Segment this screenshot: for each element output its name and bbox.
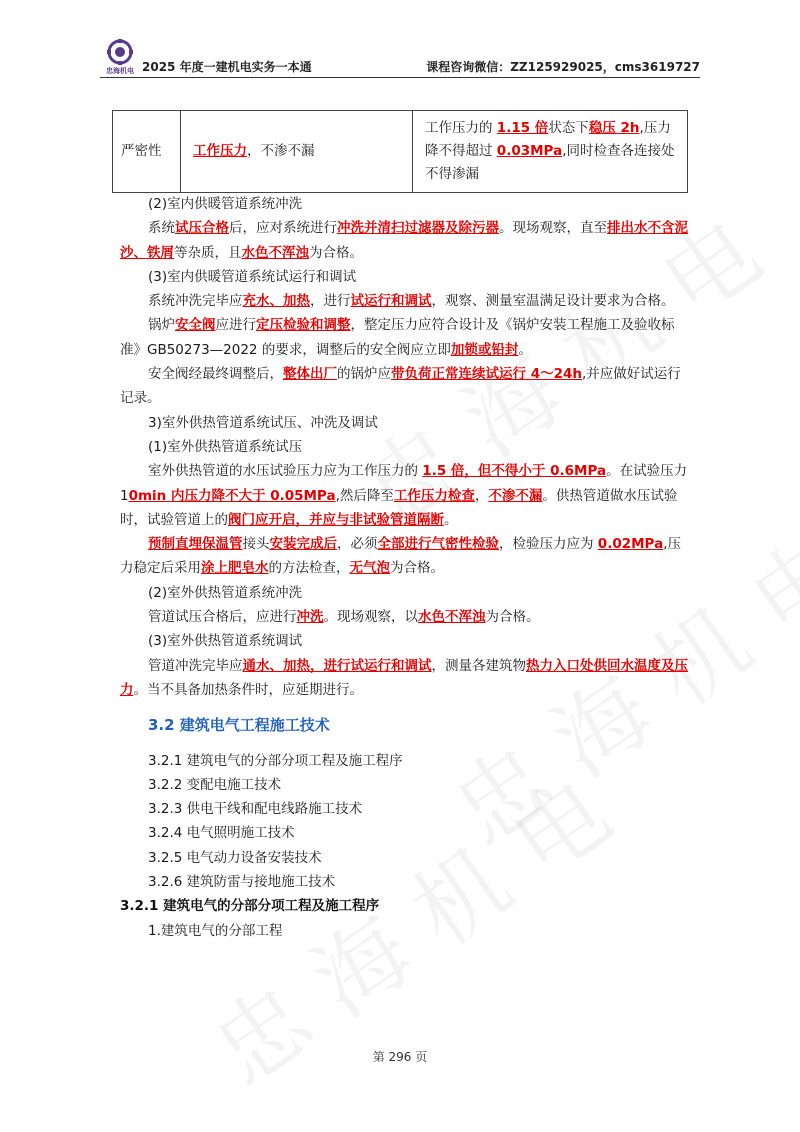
text: 室外供热管道的水压试验压力应为工作压力的	[148, 463, 423, 480]
text: ，检验压力应为	[499, 536, 598, 553]
text: 。现场观察，以	[323, 609, 418, 626]
text: 的锅炉应	[337, 366, 391, 383]
contact-info: 课程咨询微信：ZZ125929025，cms3619727	[426, 60, 700, 74]
text: 。现场观察，直至	[499, 220, 607, 237]
highlight: 0.02MPa	[597, 536, 664, 553]
text: 为合格。	[485, 609, 540, 626]
highlight: 带负荷正常连续试运行 4～24h	[391, 366, 582, 383]
text: ，整定压力应符合设计及《锅炉安装工程施工及验收标准》GB50273—2022 的要求，调整后的安全阀应立即	[120, 317, 675, 358]
highlight: 定压检验和调整	[256, 317, 351, 334]
paragraph-heading: (2)室外供热管道系统冲洗	[148, 584, 303, 601]
text: ，测量各建筑物	[431, 657, 526, 674]
highlight: 1.15 倍	[496, 120, 549, 136]
page-content	[120, 192, 690, 943]
highlight: 稳压 2h	[588, 120, 640, 136]
highlight: 排出水不含泥沙、铁屑	[120, 220, 688, 261]
paragraph	[120, 532, 690, 581]
toc-item: 3.2.5 电气动力设备安装技术	[148, 849, 322, 866]
text: 工作压力的	[425, 120, 497, 136]
text: 。在试验压力 1	[120, 463, 688, 504]
list-item: 1.建筑电气的分部工程	[148, 922, 283, 939]
text: ，	[474, 487, 489, 504]
logo-icon	[100, 38, 140, 76]
paragraph	[120, 289, 690, 313]
highlight: 热力入口处供回水温度及压力	[120, 657, 688, 698]
text: 。当不具备加热条件时，应延期进行。	[133, 681, 363, 698]
paragraph	[120, 216, 690, 265]
highlight: 通水、加热，进行试运行和调试	[242, 657, 432, 674]
toc-item: 3.2.4 电气照明施工技术	[148, 825, 295, 842]
highlight: 水色不浑浊	[418, 609, 486, 626]
highlight: 安全阀	[175, 317, 216, 334]
highlight: 涂上肥皂水	[201, 560, 269, 577]
paragraph-heading: 3)室外供热管道系统试压、冲洗及调试	[148, 414, 378, 431]
highlight: 充水、加热	[242, 293, 310, 310]
text: ，进行	[310, 293, 351, 310]
table-cell-method	[413, 111, 688, 193]
highlight: 试压合格	[175, 220, 229, 237]
text: 接头	[242, 536, 270, 553]
text: ,并应做好试运行记录。	[120, 366, 681, 407]
highlight: 阀门应开启，并应与非试验管道隔断	[228, 511, 444, 528]
text: 为合格。	[309, 244, 363, 261]
spec-table	[112, 110, 688, 193]
text: 的方法检查，	[268, 560, 350, 577]
highlight: 0.03MPa	[496, 143, 563, 159]
document-title: 2025 年度一建机电实务一本通	[142, 60, 312, 74]
page-number: 第 296 页	[372, 1050, 428, 1064]
section-toc	[120, 749, 690, 895]
highlight: 不渗不漏	[488, 487, 543, 504]
text: 系统	[148, 220, 175, 237]
highlight: 预制直埋保温管	[148, 536, 243, 553]
paragraph	[120, 313, 690, 362]
highlight: 工作压力检查	[393, 487, 475, 504]
text: ,压力降不得超过	[425, 120, 671, 159]
logo-text: 忠海机电	[106, 67, 134, 75]
text: 应进行	[215, 317, 256, 334]
toc-item: 3.2.6 建筑防雷与接地施工技术	[148, 874, 336, 891]
text: ，观察、测量室温满足设计要求为合格。	[431, 293, 675, 310]
text: 状态下	[548, 120, 589, 136]
text: 后，应对系统进行	[229, 220, 337, 237]
highlight: 无气泡	[349, 560, 390, 577]
toc-item: 3.2.3 供电干线和配电线路施工技术	[148, 801, 363, 818]
text: 。供热管道做水压试验时，试验管道上的	[120, 487, 678, 528]
paragraph	[120, 654, 690, 703]
paragraph	[120, 605, 690, 629]
text: ，必须	[337, 536, 378, 553]
highlight: 水色不浑浊	[241, 244, 309, 261]
highlight: 安装完成后	[269, 536, 337, 553]
highlight: 冲洗	[296, 609, 324, 626]
page-header	[100, 38, 700, 78]
table-cell-requirement	[181, 111, 413, 193]
paragraph	[120, 459, 690, 532]
text: ,压力稳定后采用	[120, 536, 681, 577]
paragraph-heading: (2)室内供暖管道系统冲洗	[148, 196, 303, 212]
highlight: 冲洗并清扫过滤器及除污器	[337, 220, 499, 237]
text: ，不渗不漏	[247, 143, 315, 159]
text: ,同时检查各连接处不得渗漏	[425, 143, 675, 182]
highlight: 试运行和调试	[350, 293, 432, 310]
text: 系统冲洗完毕应	[148, 293, 243, 310]
highlight: 1.5 倍，但不得小于 0.6MPa	[422, 463, 607, 480]
table-cell-label: 严密性	[113, 111, 181, 193]
paragraph-heading: (3)室外供热管道系统调试	[148, 633, 303, 650]
text: 锅炉	[148, 317, 175, 334]
paragraph-heading: (1)室外供热管道系统试压	[148, 438, 303, 455]
paragraph-heading: (3)室内供暖管道系统试运行和调试	[148, 268, 357, 285]
section-heading: 3.2 建筑电气工程施工技术	[148, 716, 330, 735]
highlight: 0min 内压力降不大于 0.05MPa	[128, 487, 336, 504]
text: 管道冲洗完毕应	[148, 657, 243, 674]
highlight: 加锁或铅封	[450, 341, 519, 358]
text: 。	[518, 341, 532, 358]
text: 。	[444, 511, 458, 528]
toc-item: 3.2.1 建筑电气的分部分项工程及施工程序	[148, 752, 403, 769]
text: 安全阀经最终调整后，	[148, 366, 283, 383]
text: 等杂质，且	[174, 244, 242, 261]
text: 为合格。	[390, 560, 444, 577]
highlight: 全部进行气密性检验	[377, 536, 499, 553]
table-row	[113, 111, 688, 193]
text: 管道试压合格后，应进行	[148, 609, 297, 626]
highlight: 工作压力	[193, 143, 247, 159]
text: ,然后降至	[335, 487, 394, 504]
toc-item: 3.2.2 变配电施工技术	[148, 776, 282, 793]
highlight: 整体出厂	[283, 366, 337, 383]
paragraph	[120, 362, 690, 411]
subsection-heading: 3.2.1 建筑电气的分部分项工程及施工程序	[120, 898, 380, 915]
